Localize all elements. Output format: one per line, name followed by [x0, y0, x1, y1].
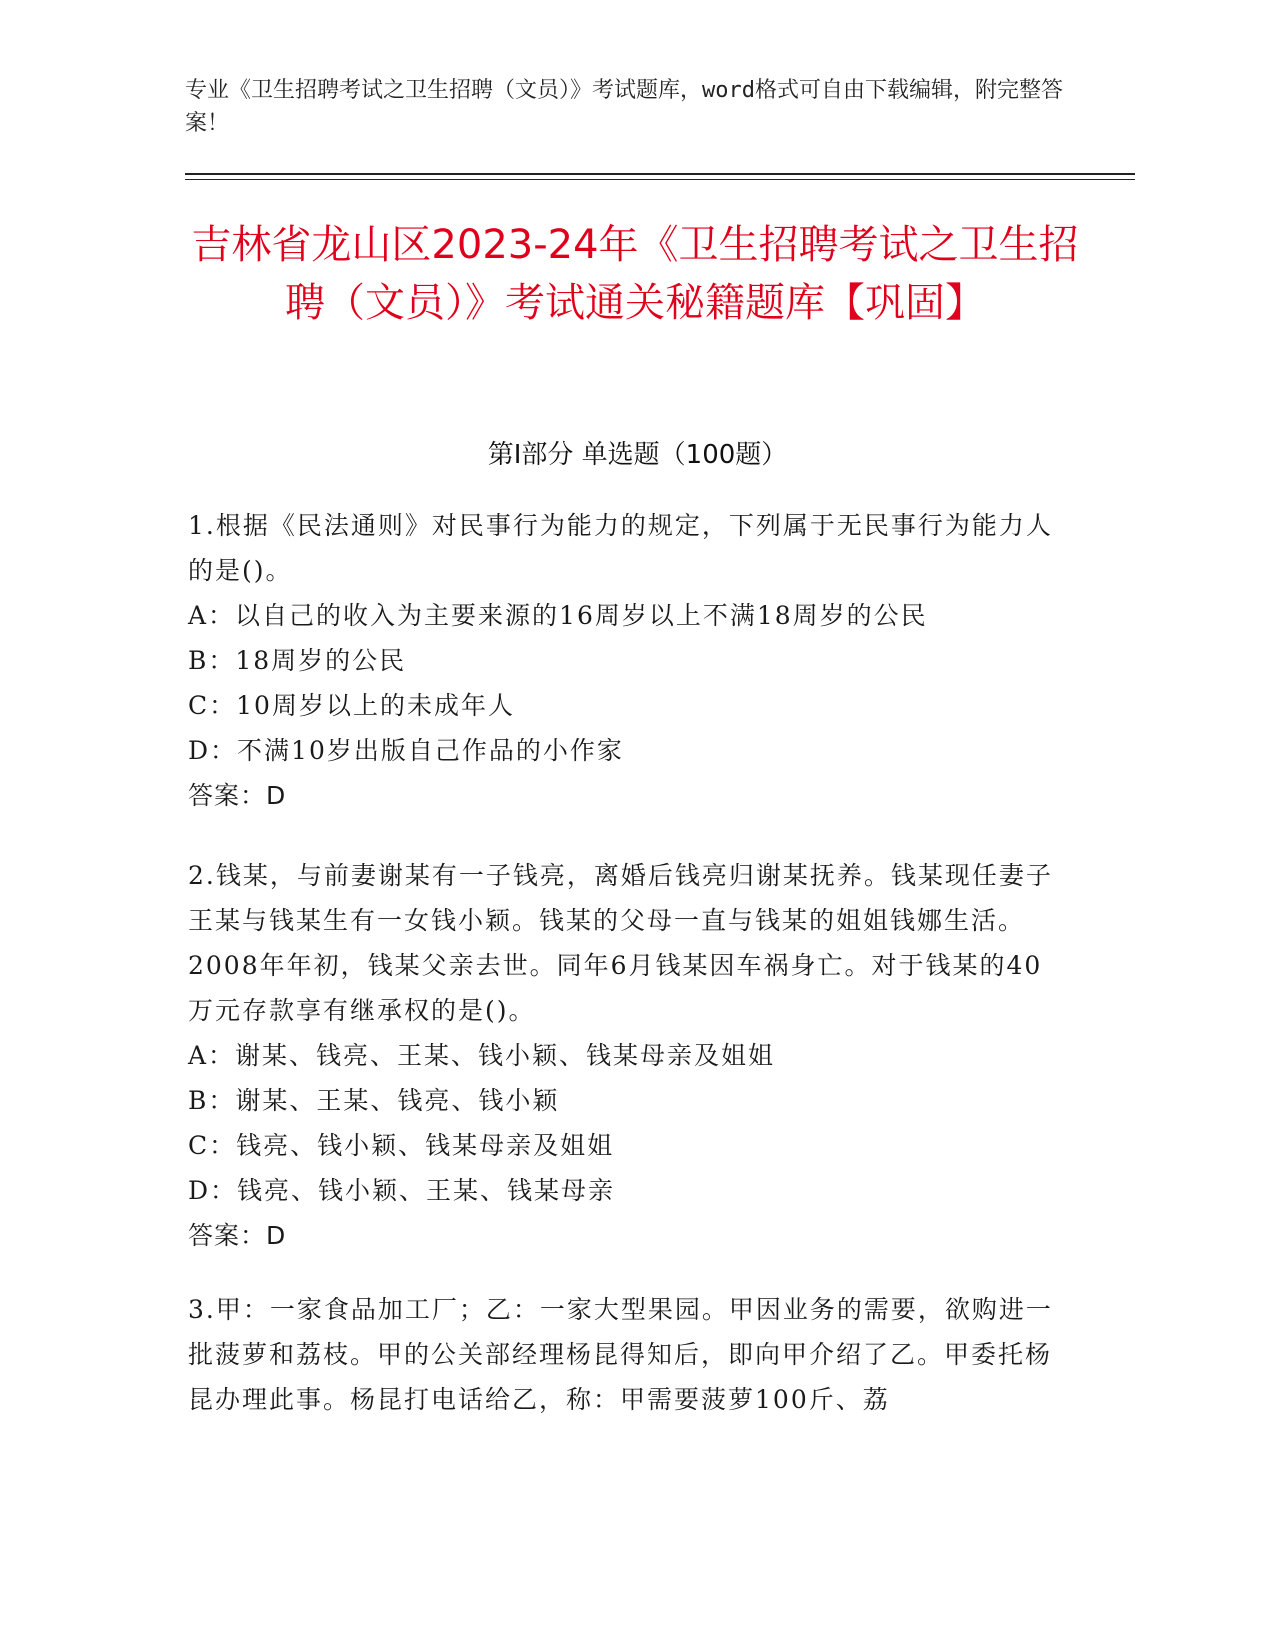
- option-c: C：10周岁以上的未成年人: [188, 691, 515, 720]
- question-text: 1.根据《民法通则》对民事行为能力的规定，下列属于无民事行为能力人的是()。: [188, 511, 1053, 585]
- section-title: 第Ⅰ部分 单选题（100题）: [487, 440, 788, 470]
- option-a: A：以自己的收入为主要来源的16周岁以上不满18周岁的公民: [188, 601, 928, 630]
- question-text: 2.钱某，与前妻谢某有一子钱亮，离婚后钱亮归谢某抚养。钱某现任妻子王某与钱某生有一女钱小颖。钱某的父母一直与钱某的姐姐钱娜生活。2008年年初，钱某父亲去世。同年6月钱某因车祸身亡。对于钱某的40万元存款享有继承权的是()。: [188, 861, 1053, 1025]
- option-b: B：谢某、王某、钱亮、钱小颖: [188, 1086, 560, 1115]
- question-text: 3.甲：一家食品加工厂；乙：一家大型果园。甲因业务的需要，欲购进一批菠萝和荔枝。甲的公关部经理杨昆得知后，即向甲介绍了乙。甲委托杨昆办理此事。杨昆打电话给乙，称：甲需要菠萝100斤、荔: [188, 1295, 1053, 1414]
- document-title: 吉林省龙山区2023-24年《卫生招聘考试之卫生招聘（文员）》考试通关秘籍题库【巩固】: [191, 222, 1079, 326]
- option-d: D：钱亮、钱小颖、王某、钱某母亲: [188, 1176, 616, 1205]
- option-d: D：不满10岁出版自己作品的小作家: [188, 736, 624, 765]
- question-1: [188, 503, 1068, 818]
- option-a: A：谢某、钱亮、王某、钱小颖、钱某母亲及姐姐: [188, 1041, 776, 1070]
- option-b: B：18周岁的公民: [188, 646, 407, 675]
- header-note: 专业《卫生招聘考试之卫生招聘（文员）》考试题库，word格式可自由下载编辑，附完整答案！: [185, 78, 1063, 136]
- answer: 答案：D: [188, 781, 287, 810]
- answer: 答案：D: [188, 1221, 287, 1250]
- header-divider-thick: [185, 173, 1135, 175]
- question-2: [188, 853, 1068, 1258]
- option-c: C：钱亮、钱小颖、钱某母亲及姐姐: [188, 1131, 615, 1160]
- question-3: [188, 1287, 1068, 1422]
- header-divider-thin: [185, 179, 1135, 180]
